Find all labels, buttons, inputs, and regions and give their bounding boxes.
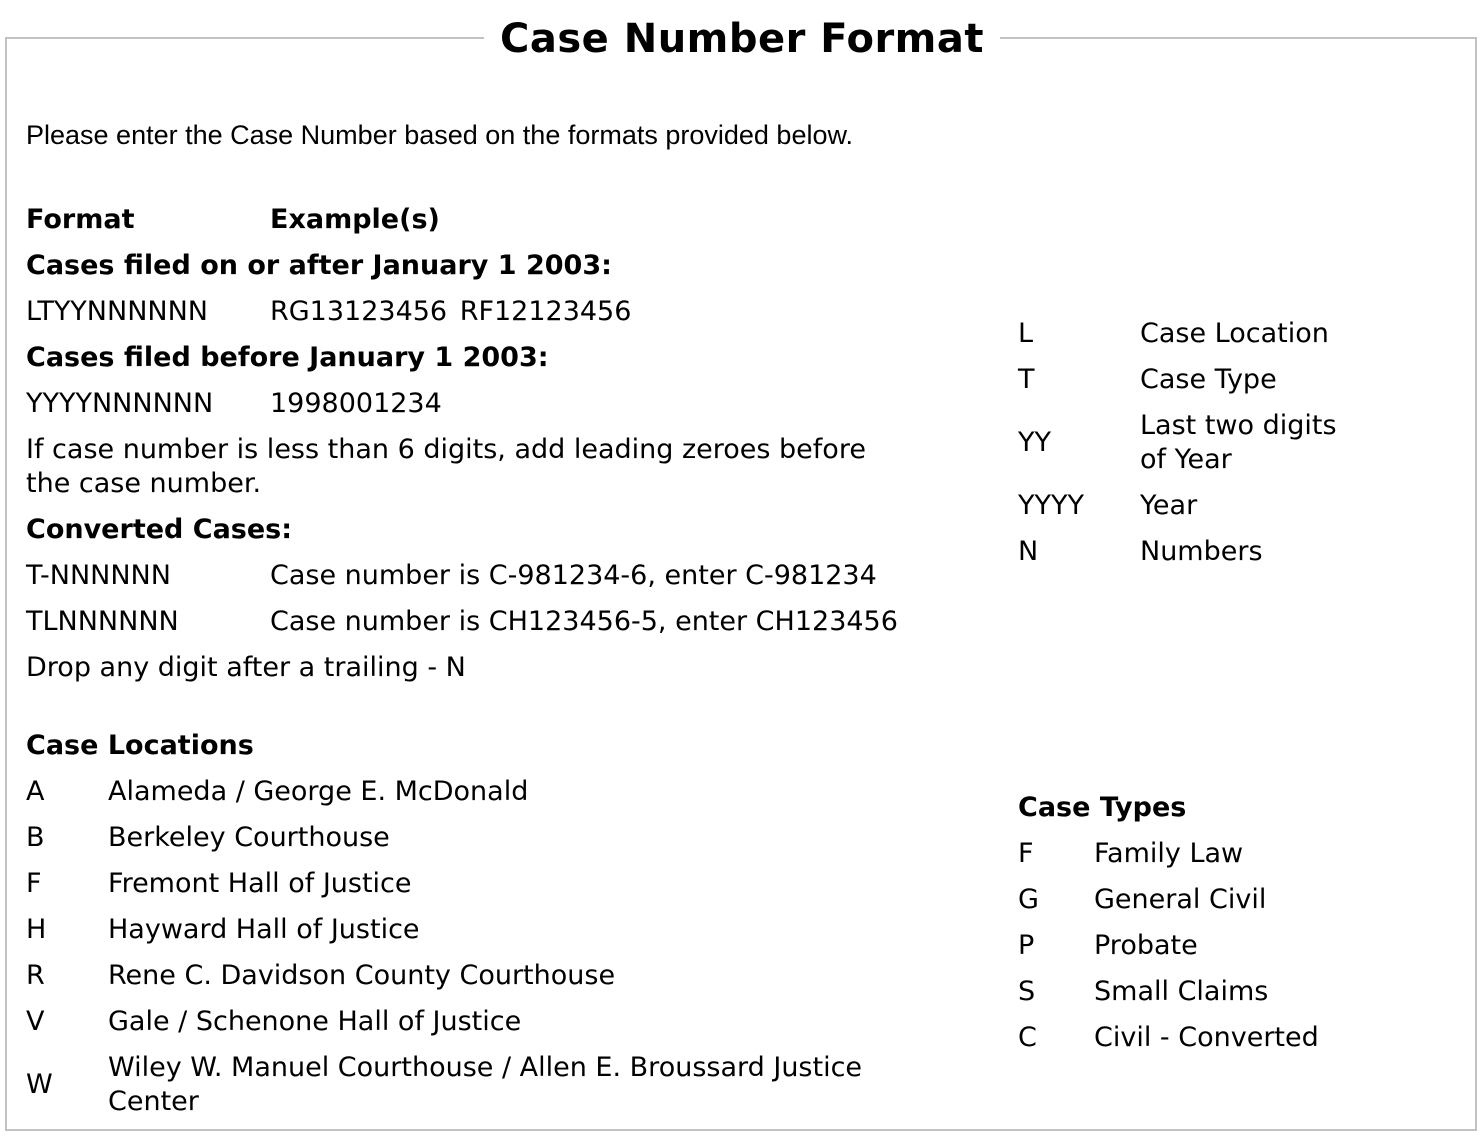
location-code: F <box>26 868 42 899</box>
case-type-code: P <box>1018 930 1035 961</box>
format-table-header <box>26 203 440 237</box>
case-type-code: C <box>1018 1022 1037 1053</box>
case-type-code: G <box>1018 884 1039 915</box>
location-code: H <box>26 914 47 945</box>
legend-code: YY <box>1018 427 1051 458</box>
location-name: Fremont Hall of Justice <box>108 868 412 899</box>
intro-text: Please enter the Case Number based on the formats provided below. <box>26 120 853 150</box>
legend-desc: Case Location <box>1140 318 1329 349</box>
location-code: B <box>26 822 45 853</box>
legend-code: L <box>1018 318 1034 349</box>
legend-desc: Case Type <box>1140 364 1277 395</box>
converted-example: Case number is C-981234-6, enter C-981234 <box>270 560 877 591</box>
before-2003-examples: 1998001234 <box>270 388 442 419</box>
location-code: R <box>26 960 45 991</box>
after-2003-format: LTYYNNNNNN <box>26 296 208 327</box>
converted-row <box>26 559 877 593</box>
location-code: V <box>26 1006 45 1037</box>
case-type-name: Civil - Converted <box>1094 1022 1319 1053</box>
location-name: Alameda / George E. McDonald <box>108 776 529 807</box>
converted-note: Drop any digit after a trailing - N <box>26 652 466 683</box>
converted-format: TLNNNNNN <box>26 606 179 637</box>
location-name: Gale / Schenone Hall of Justice <box>108 1006 522 1037</box>
converted-example: Case number is CH123456-5, enter CH123456 <box>270 606 898 637</box>
case-type-code: F <box>1018 838 1034 869</box>
location-name: Berkeley Courthouse <box>108 822 390 853</box>
before-2003-format: YYYYNNNNNN <box>26 388 214 419</box>
legend-code: N <box>1018 536 1039 567</box>
after-2003-heading: Cases filed on or after January 1 2003: <box>26 250 612 281</box>
converted-format: T-NNNNNN <box>26 560 171 591</box>
leading-zero-note: If case number is less than 6 digits, add leading zeroes before the case number. <box>26 434 866 499</box>
before-2003-heading: Cases filed before January 1 2003: <box>26 342 549 373</box>
case-type-name: General Civil <box>1094 884 1267 915</box>
location-code: A <box>26 776 45 807</box>
legend-code: YYYY <box>1018 490 1084 521</box>
converted-heading: Converted Cases: <box>26 514 293 545</box>
page-title: Case Number Format <box>484 12 1000 66</box>
before-2003-row <box>26 387 442 421</box>
case-type-name: Probate <box>1094 930 1198 961</box>
case-types-heading: Case Types <box>1018 792 1187 823</box>
legend-code: T <box>1018 364 1035 395</box>
location-name: Wiley W. Manuel Courthouse / Allen E. Broussard Justice Center <box>108 1052 863 1117</box>
legend-desc: Numbers <box>1140 536 1263 567</box>
case-type-code: S <box>1018 976 1036 1007</box>
examples-header: Example(s) <box>270 204 440 235</box>
location-name: Hayward Hall of Justice <box>108 914 420 945</box>
case-type-name: Small Claims <box>1094 976 1269 1007</box>
legend-desc: Year <box>1140 490 1198 521</box>
location-code: W <box>26 1069 53 1100</box>
converted-row <box>26 605 898 639</box>
locations-heading: Case Locations <box>26 730 254 761</box>
case-type-name: Family Law <box>1094 838 1244 869</box>
format-header: Format <box>26 204 135 235</box>
legend-desc: Last two digits of Year <box>1140 410 1337 475</box>
after-2003-examples: RG13123456 RF12123456 <box>270 296 632 327</box>
location-name: Rene C. Davidson County Courthouse <box>108 960 616 991</box>
after-2003-row <box>26 295 632 329</box>
